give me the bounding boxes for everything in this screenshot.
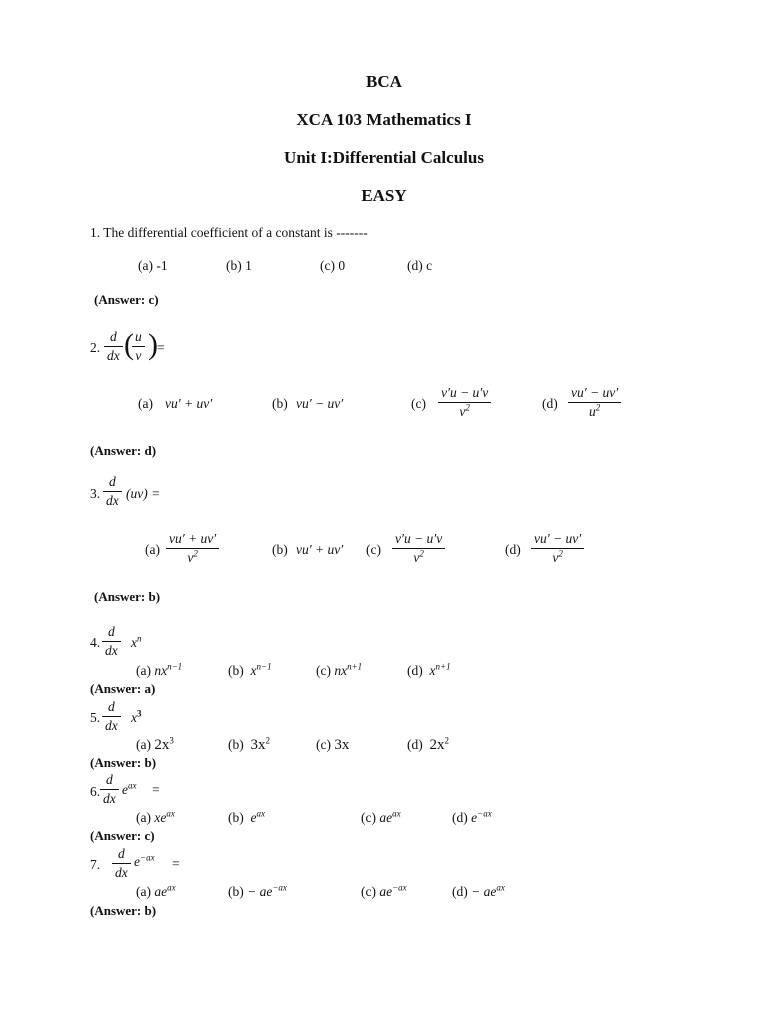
q4-d: d [108, 624, 115, 639]
q6-option-a: (a) $xe^{ax}$ [136, 808, 175, 825]
q5-option-d: (d) $2x^2$ [407, 735, 449, 753]
q4-dx: dx [102, 641, 121, 659]
q2-answer: (Answer: d) [90, 443, 157, 458]
q6-dx: dx [100, 789, 119, 807]
q5-number: 5. [90, 710, 101, 725]
q3-option-b-expr: vu′ + uv′ [296, 542, 344, 557]
q3-dx: dx [103, 491, 122, 509]
q5-d: d [108, 699, 115, 714]
q2-option-d-label: (d) [542, 396, 558, 411]
q7-option-b: $(b) - ae^{-ax}$ [228, 882, 287, 899]
q6-option-c: (c) $ae^{ax}$ [361, 808, 401, 825]
q7-equals: = [172, 856, 180, 871]
q3-option-d-fraction [531, 531, 584, 566]
q4-answer: (Answer: a) [90, 681, 156, 696]
q7-answer: (Answer: b) [90, 903, 157, 918]
q4-expression: $x^n$ [131, 633, 142, 650]
q6-expression: $e^{ax}$ [122, 780, 137, 797]
q6-d: d [106, 772, 113, 787]
q2-d: d [110, 329, 117, 344]
q5-option-a: (a) $2x^3$ [136, 735, 174, 753]
q2-d-numerator: vu′ − uv′ [571, 385, 619, 400]
question-1-text: 1. The differential coefficient of a constant is ------- [90, 225, 368, 240]
q2-c-denominator: $v^2$ [438, 402, 491, 420]
q5-derivative-operator [102, 699, 121, 734]
q2-dx: dx [104, 346, 123, 364]
q7-dx: dx [112, 863, 131, 881]
q1-option-d: (d) c [407, 258, 433, 273]
q2-right-paren: ) [148, 328, 158, 361]
q5-dx: dx [102, 716, 121, 734]
q7-d: d [118, 846, 125, 861]
q6-derivative-operator [100, 772, 119, 807]
q6-equals: = [152, 782, 160, 797]
q2-option-d-fraction [568, 385, 621, 420]
q3-option-a-label: (a) [145, 542, 160, 557]
q3-a-numerator: vu′ + uv′ [169, 531, 217, 546]
q1-option-a: (a) -1 [138, 258, 168, 273]
q3-d-denominator: $v^2$ [531, 548, 584, 566]
q3-option-c-label: (c) [366, 542, 381, 557]
q3-option-d-label: (d) [505, 542, 521, 557]
q5-answer: (Answer: b) [90, 755, 157, 770]
q2-option-a-expr: vu′ + uv′ [165, 396, 213, 411]
unit-title: Unit I:Differential Calculus [284, 148, 484, 167]
q3-c-numerator: v′u − u′v [395, 531, 443, 546]
q2-number: 2. [90, 340, 101, 355]
q2-option-b-label: (b) [272, 396, 288, 411]
q3-c-denominator: $v^2$ [392, 548, 445, 566]
q2-derivative-operator [104, 329, 123, 364]
q3-number: 3. [90, 486, 101, 501]
q3-expression: (uv) = [126, 486, 161, 501]
q6-option-b: (b) $e^{ax}$ [228, 808, 265, 825]
q3-option-c-fraction [392, 531, 445, 566]
q2-u: u [135, 329, 142, 344]
q6-number: 6. [90, 784, 101, 799]
q2-option-c-fraction [438, 385, 491, 420]
q7-number: 7. [90, 857, 101, 872]
q7-option-c: (c) $ae^{-ax}$ [361, 882, 407, 899]
q1-answer: (Answer: c) [94, 292, 159, 307]
document-title: BCA [366, 72, 402, 91]
q3-answer: (Answer: b) [94, 589, 161, 604]
q3-d: d [109, 474, 116, 489]
q4-derivative-operator [102, 624, 121, 659]
q2-v: v [132, 346, 145, 364]
q4-option-d: (d) $x^{n+1}$ [407, 661, 451, 678]
q2-left-paren: ( [124, 328, 134, 361]
q7-option-d: $(d) - ae^{ax}$ [452, 882, 505, 899]
q1-option-c: (c) 0 [320, 258, 346, 273]
q2-u-over-v [132, 329, 145, 364]
q2-option-b-expr: vu′ − uv′ [296, 396, 344, 411]
q2-option-c-label: (c) [411, 396, 426, 411]
q6-answer: (Answer: c) [90, 828, 155, 843]
course-title: XCA 103 Mathematics I [296, 110, 472, 129]
q2-c-numerator: v′u − u′v [441, 385, 489, 400]
q1-option-b: (b) 1 [226, 258, 252, 273]
q4-number: 4. [90, 635, 101, 650]
q3-option-b-label: (b) [272, 542, 288, 557]
q6-option-d: (d) $e^{-ax}$ [452, 808, 492, 825]
q3-option-a-fraction [166, 531, 219, 566]
q4-option-c: (c) $nx^{n+1}$ [316, 661, 363, 678]
q4-option-a: (a) $nx^{n-1}$ [136, 661, 183, 678]
q3-d-numerator: vu′ − uv′ [534, 531, 582, 546]
q5-expression: $x^3$ [131, 708, 142, 725]
difficulty-level: EASY [361, 186, 407, 205]
q7-derivative-operator [112, 846, 131, 881]
q3-a-denominator: $v^2$ [166, 548, 219, 566]
q4-option-b: (b) $x^{n-1}$ [228, 661, 272, 678]
q5-option-c: (c) 3x [316, 737, 350, 753]
q7-expression: $e^{-ax}$ [134, 852, 155, 869]
q2-option-a-label: (a) [138, 396, 153, 411]
q7-option-a: (a) $ae^{ax}$ [136, 882, 176, 899]
q2-d-denominator: $u^2$ [568, 402, 621, 420]
q5-option-b: (b) $3x^2$ [228, 735, 270, 753]
q2-equals: = [157, 340, 165, 355]
q3-derivative-operator [103, 474, 122, 509]
